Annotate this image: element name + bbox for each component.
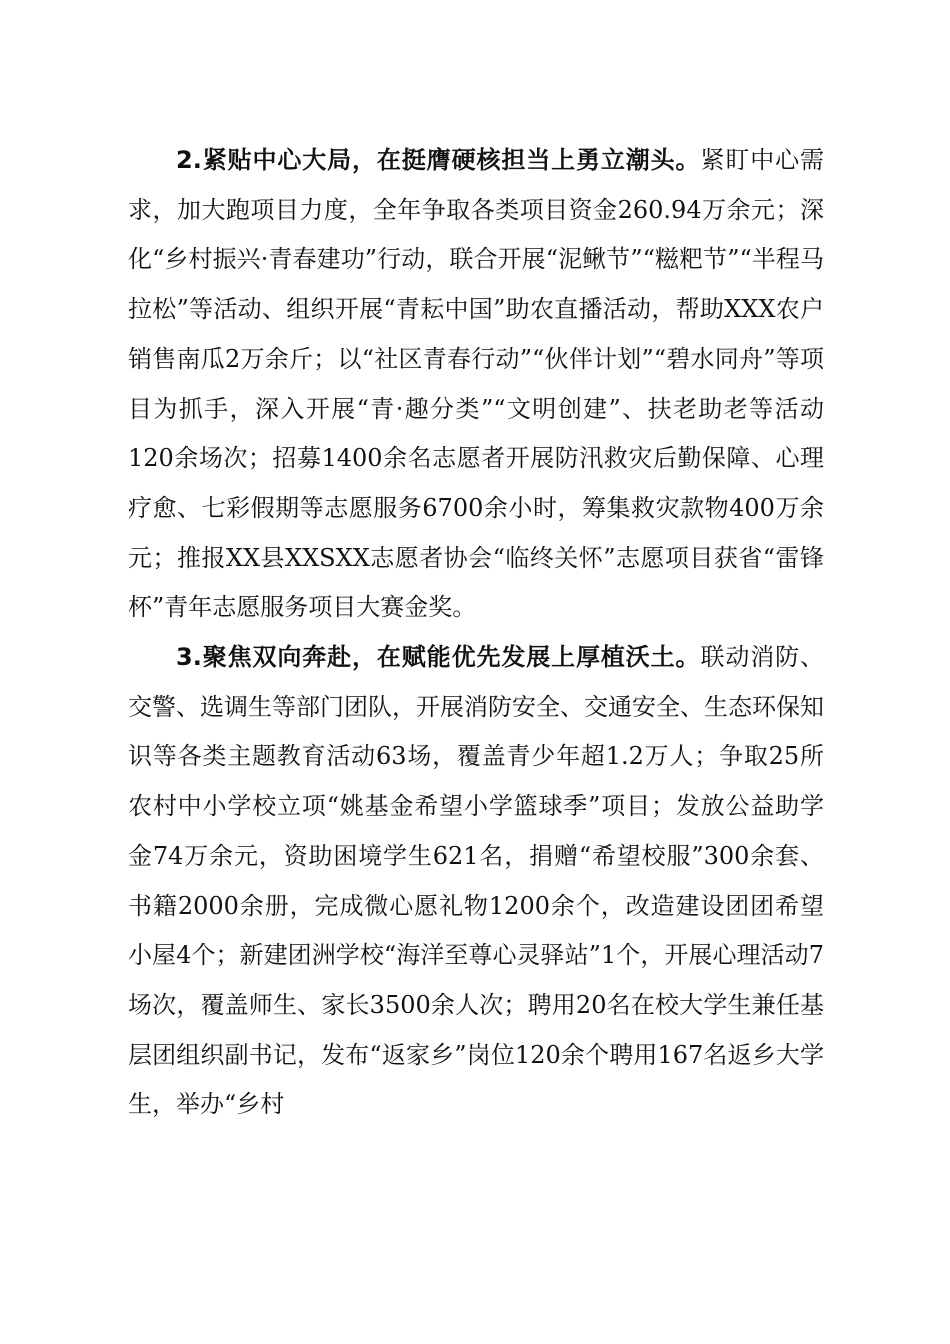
paragraph-3-text: 联动消防、交警、选调生等部门团队，开展消防安全、交通安全、生态环保知识等各类主题教育活动63场，覆盖青少年超1.2万人；争取25所农村中小学校立项“姚基金希望小学篮球季”项目；发放公益助学金74万余元，资助困境学生621名，捐赠“希望校服”300余套、书籍2000余册，完成微心愿礼物1200余个，改造建设团团希望小屋4个；新建团洲学校“海洋至尊心灵驿站”1个，开展心理活动7场次，覆盖师生、家长3500余人次；聘用20名在校大学生兼任基层团组织副书记，发布“返家乡”岗位120余个聘用167名返乡大学生，举办“乡村 bbox=[128, 643, 825, 1119]
paragraph-3 bbox=[128, 633, 824, 1130]
paragraph-2 bbox=[128, 136, 824, 633]
paragraph-2-text: 紧盯中心需求，加大跑项目力度，全年争取各类项目资金260.94万余元；深化“乡村振兴·青春建功”行动，联合开展“泥鳅节”“糍粑节”“半程马拉松”等活动、组织开展“青耘中国”助农直播活动，帮助XXX农户销售南瓜2万余斤；以“社区青春行动”“伙伴计划”“碧水同舟”等项目为抓手，深入开展“青·趣分类”“文明创建”、扶老助老等活动120余场次；招募1400余名志愿者开展防汛救灾后勤保障、心理疗愈、七彩假期等志愿服务6700余小时，筹集救灾款物400万余元；推报XX县XXSXX志愿者协会“临终关怀”志愿项目获省“雷锋杯”青年志愿服务项目大赛金奖。 bbox=[128, 146, 825, 622]
document-body bbox=[128, 136, 824, 1130]
paragraph-2-heading: 2.紧贴中心大局，在挺膺硬核担当上勇立潮头。 bbox=[176, 146, 701, 174]
paragraph-3-heading: 3.聚焦双向奔赴，在赋能优先发展上厚植沃土。 bbox=[176, 643, 701, 672]
